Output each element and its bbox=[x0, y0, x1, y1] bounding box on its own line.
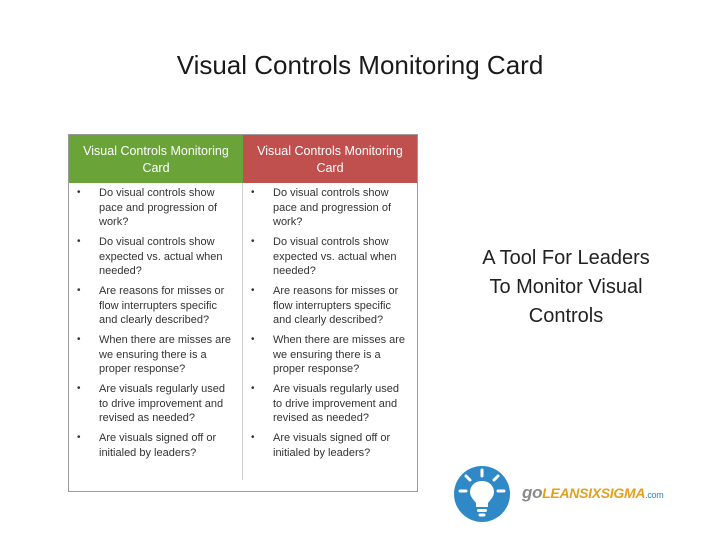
checklist-item-text: Do visual controls show expected vs. actual when needed? bbox=[273, 236, 397, 277]
checklist-item-text: When there are misses are we ensuring there is a proper response? bbox=[273, 334, 406, 375]
checklist-item-text: Are visuals signed off or initialed by leaders? bbox=[99, 432, 217, 459]
logo-go: go bbox=[522, 483, 543, 502]
checklist-item bbox=[243, 431, 417, 480]
checklist-item bbox=[243, 333, 417, 382]
bullet: • bbox=[77, 432, 81, 443]
bullet: • bbox=[251, 383, 255, 394]
company-logo bbox=[452, 464, 672, 524]
bullet: • bbox=[251, 432, 255, 443]
card-body bbox=[69, 183, 417, 480]
checklist-item-text: When there are misses are we ensuring there is a proper response? bbox=[99, 334, 232, 375]
bullet: • bbox=[77, 383, 81, 394]
checklist-item-text: Are reasons for misses or flow interrupters specific and clearly described? bbox=[273, 285, 399, 326]
left-checklist bbox=[69, 183, 243, 480]
bullet: • bbox=[251, 236, 255, 247]
slide-title: Visual Controls Monitoring Card bbox=[176, 50, 544, 80]
logo-brand: LEANSIXSIGMA bbox=[542, 485, 646, 501]
bullet: • bbox=[77, 236, 81, 247]
bullet: • bbox=[251, 187, 255, 198]
bullet: • bbox=[251, 334, 255, 345]
bullet: • bbox=[77, 187, 81, 198]
logo-wordmark bbox=[522, 483, 663, 503]
bullet: • bbox=[251, 285, 255, 296]
checklist-item-text: Are visuals regularly used to drive improvement and revised as needed? bbox=[273, 383, 399, 424]
checklist-item bbox=[69, 431, 242, 480]
checklist-item bbox=[243, 235, 417, 284]
checklist-item-text: Are reasons for misses or flow interrupters specific and clearly described? bbox=[99, 285, 225, 326]
checklist-item bbox=[69, 186, 242, 235]
checklist-item bbox=[243, 284, 417, 333]
checklist-item bbox=[69, 382, 242, 431]
lightbulb-icon bbox=[452, 464, 512, 524]
right-column-header: Visual Controls Monitoring Card bbox=[243, 135, 417, 183]
checklist-item-text: Do visual controls show expected vs. actual when needed? bbox=[99, 236, 223, 277]
checklist-item-text: Do visual controls show pace and progression of work? bbox=[273, 187, 392, 228]
checklist-item bbox=[69, 284, 242, 333]
checklist-item-text: Are visuals regularly used to drive improvement and revised as needed? bbox=[99, 383, 225, 424]
checklist-item bbox=[243, 382, 417, 431]
bullet: • bbox=[77, 334, 81, 345]
card-header bbox=[69, 135, 417, 183]
checklist-item bbox=[243, 186, 417, 235]
right-checklist bbox=[243, 183, 417, 480]
logo-domain: .com bbox=[645, 490, 664, 500]
bullet: • bbox=[77, 285, 81, 296]
checklist-item bbox=[69, 235, 242, 284]
left-column-header: Visual Controls Monitoring Card bbox=[69, 135, 243, 183]
checklist-item-text: Do visual controls show pace and progression of work? bbox=[99, 187, 218, 228]
monitoring-card bbox=[68, 134, 418, 492]
tagline: A Tool For Leaders To Monitor Visual Controls bbox=[482, 247, 650, 327]
checklist-item-text: Are visuals signed off or initialed by leaders? bbox=[273, 432, 391, 459]
checklist-item bbox=[69, 333, 242, 382]
